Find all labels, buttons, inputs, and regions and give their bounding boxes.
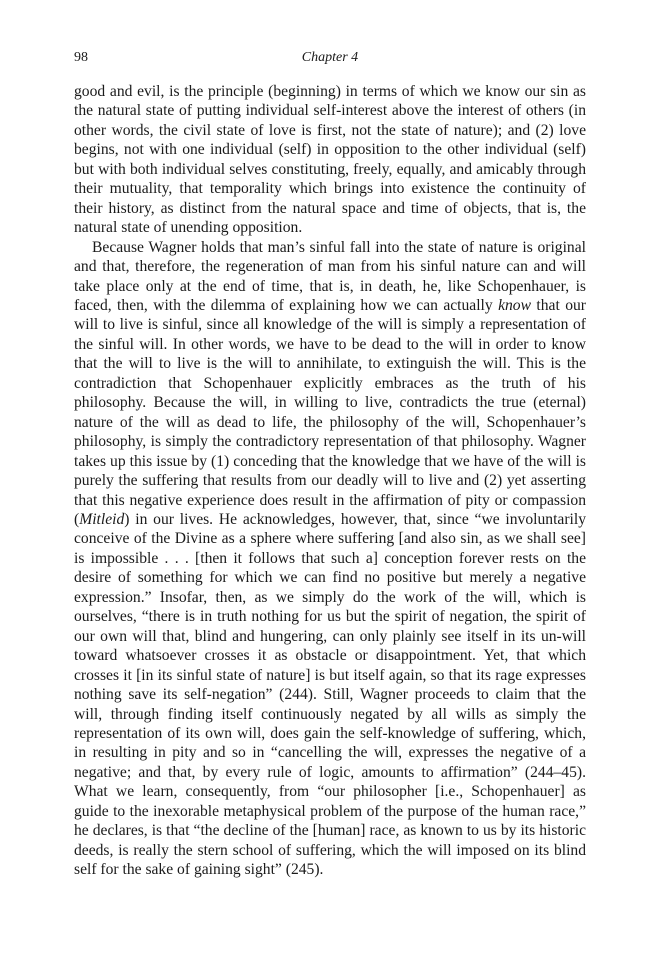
chapter-title: Chapter 4 xyxy=(301,50,359,65)
book-page xyxy=(74,50,586,880)
paragraph-1-text: good and evil, is the principle (beginning) in terms of which we know our sin as the natural state of putting individual self-interest above the interest of others (in other words, the civil state of love is first, not the state of nature); and (2) love begins, not with one individual (self) in opposition to the other individual (self) but with both individual selves constituting, freely, equally, and amicably through their mutuality, that temporality which brings into existence the continuity of their history, as distinct from the natural space and time of objects, that is, the natural state of unending opposition. xyxy=(74,83,586,237)
running-head xyxy=(74,50,586,72)
paragraph-2 xyxy=(74,238,586,880)
body-text xyxy=(74,82,586,880)
paragraph-2-text: Because Wagner holds that man’s sinful fall into the state of nature is original and that, therefore, the regeneration of man from his sinful nature can and will take place only at the end of time, that is, in death, he, like Schopenhauer, is faced, then, with the dilemma of explaining how we can actually xyxy=(74,238,586,314)
emphasis-know: know xyxy=(498,296,532,314)
paragraph-1 xyxy=(74,82,586,238)
paragraph-2-text: that our will to live is sinful, since all knowledge of the will is simply a representation of the sinful will. In other words, we have to be dead to the will in order to know that the will to live is the will to annihilate, to extinguish the will. This is the contradiction that Schopenhauer explicitly embraces as the truth of his philosophy. Because the will, in willing to live, contradicts the true (eternal) nature of the will as dead to life, the philosophy of the will, Schopenhauer’s philosophy, is simply the contradictory representation of that philosophy. Wagner takes up this issue by (1) conceding that the knowledge that we have of the will is purely the suffering that results from our deadly will to live and (2) yet asserting that this negative experience does result in the affirmation of pity or compassion ( xyxy=(74,296,587,528)
paragraph-2-text: ) in our lives. He acknowledges, however, that, since “we involuntarily conceive of the Divine as a sphere where suffering [and also sin, as we shall see] is impossible . . . [then it follows that such a] conception forever rests on the desire of something for which we can find no positive but merely a negative expression.” Insofar, then, as we simply do the work of the will, which is ourselves, “there is in truth nothing for us but the spirit of negation, the spirit of our own will that, blind and hungering, can only plainly see itself in its un-will toward whatsoever crosses it as obstacle or disappointment. Yet, that which crosses it [in its sinful state of nature] is but itself again, so that its rage expresses nothing save its self-negation” (244). Still, Wagner proceeds to claim that the will, through finding itself continuously negated by all wills as simply the representation of its own will, does gain the self-knowledge of suffering, which, in resulting in pity and so in “cancelling the will, expresses the negative of a negative; and that, by every rule of logic, amounts to affirmation” (244–45). What we learn, consequently, from “our philosopher [i.e., Schopenhauer] as guide to the inexorable metaphysical problem of the purpose of the human race,” he declares, is that “the decline of the [human] race, as known to us by its historic deeds, is really the stern school of suffering, which the will imposed on its blind self for the sake of gaining sight” (245). xyxy=(74,510,586,879)
emphasis-mitleid: Mitleid xyxy=(79,510,125,528)
page-number: 98 xyxy=(74,50,88,65)
